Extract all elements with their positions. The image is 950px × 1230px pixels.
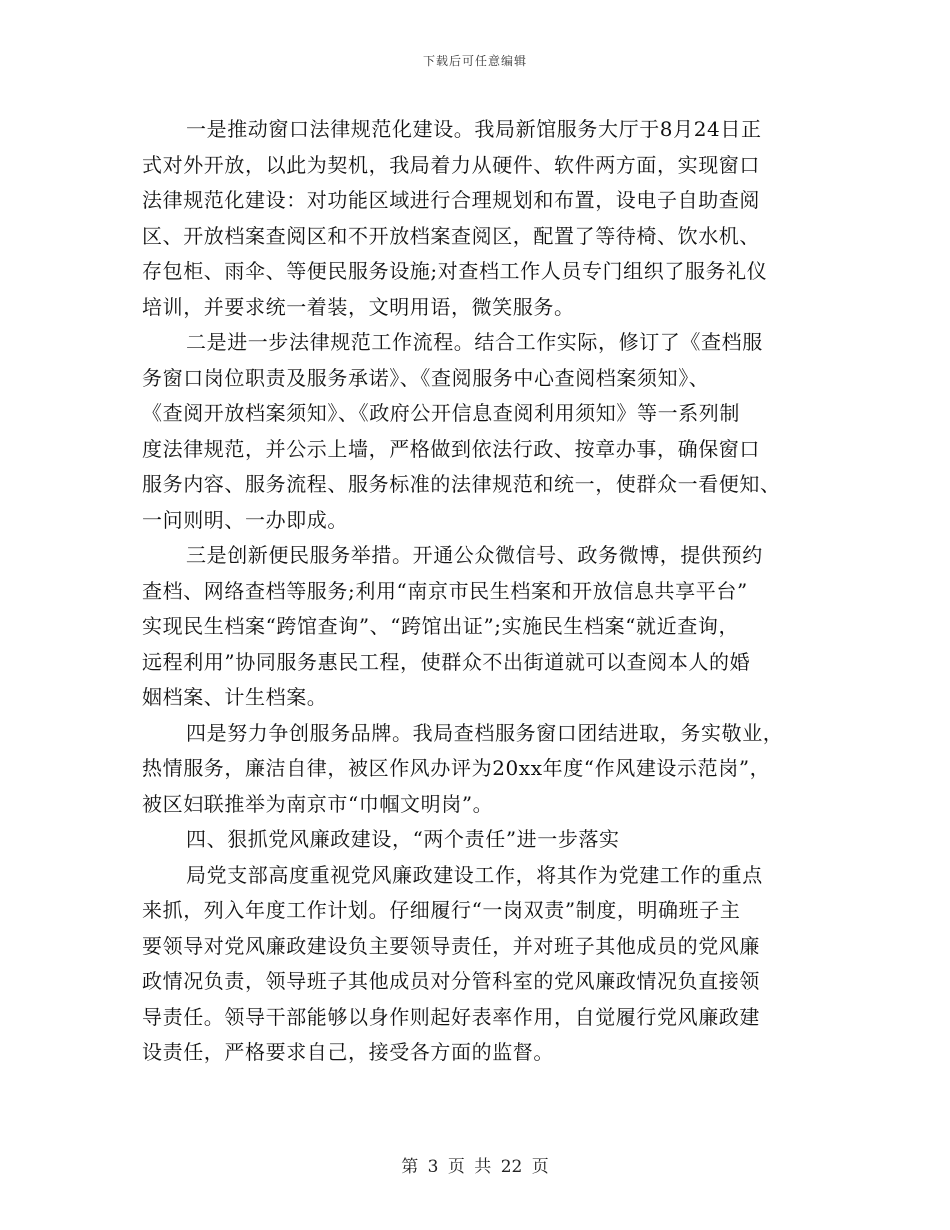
page-header: 下载后可任意编辑 bbox=[422, 54, 527, 68]
paragraph-first-line: 四是努力争创服务品牌。我局查档服务窗口团结进取，务实敬业， bbox=[186, 720, 784, 745]
text-line: 存包柜、雨伞、等便民服务设施;对查档工作人员专门组织了服务礼仪 bbox=[142, 259, 768, 283]
text-line: 导责任。领导干部能够以身作则起好表率作用，自觉履行党风廉政建 bbox=[142, 1004, 760, 1029]
text-line: 远程利用”协同服务惠民工程，使群众不出街道就可以查阅本人的婚 bbox=[142, 649, 751, 674]
text-line: 被区妇联推举为南京市“巾帼文明岗”。 bbox=[142, 791, 494, 816]
text-line: 务窗口岗位职责及服务承诺》、《查阅服务中心查阅档案须知》、 bbox=[142, 365, 710, 390]
paragraph-first-line: 二是进一步法律规范工作流程。结合工作实际，修订了《查档服 bbox=[186, 330, 763, 354]
text-line: 姻档案、计生档案。 bbox=[142, 685, 328, 709]
text-line: 设责任，严格要求自己，接受各方面的监督。 bbox=[142, 1040, 554, 1064]
text-line: 热情服务，廉洁自律，被区作风办评为20xx年度“作风建设示范岗”， bbox=[142, 756, 771, 780]
text-line: 区、开放档案查阅区和不开放档案查阅区，配置了等待椅、饮水机、 bbox=[142, 223, 760, 248]
text-line: 式对外开放，以此为契机，我局着力从硬件、软件两方面，实现窗口 bbox=[142, 152, 760, 177]
text-line: 实现民生档案“跨馆查询”、“跨馆出证”;实施民生档案“就近查询， bbox=[142, 614, 740, 638]
text-line: 政情况负责，领导班子其他成员对分管科室的党风廉政情况负直接领 bbox=[142, 969, 760, 993]
text-line: 法律规范化建设：对功能区域进行合理规划和布置，设电子自助查阅 bbox=[142, 188, 760, 212]
text-line: 一问则明、一办即成。 bbox=[142, 507, 348, 532]
text-line: 来抓，列入年度工作计划。仔细履行“一岗双责”制度，明确班子主 bbox=[142, 898, 741, 922]
paragraph-first-line: 三是创新便民服务举措。开通公众微信号、政务微博，提供预约 bbox=[186, 543, 763, 567]
text-line: 服务内容、服务流程、服务标准的法律规范和统一，使群众一看便知、 bbox=[142, 472, 781, 496]
paragraph-first-line: 局党支部高度重视党风廉政建设工作，将其作为党建工作的重点 bbox=[186, 862, 763, 887]
page-number-footer: 第 3 页 共 22 页 bbox=[401, 1157, 549, 1177]
paragraph-first-line: 四、狠抓党风廉政建设，“两个责任”进一步落实 bbox=[186, 827, 620, 851]
text-line: 度法律规范，并公示上墙，严格做到依法行政、按章办事，确保窗口 bbox=[142, 436, 760, 461]
text-line: 查档、网络查档等服务;利用“南京市民生档案和开放信息共享平台” bbox=[142, 578, 748, 603]
document-body bbox=[142, 112, 814, 1071]
text-line: 《查阅开放档案须知》、《政府公开信息查阅利用须知》等一系列制 bbox=[142, 401, 740, 425]
text-line: 培训，并要求统一着装，文明用语，微笑服务。 bbox=[142, 294, 575, 319]
text-line: 要领导对党风廉政建设负主要领导责任，并对班子其他成员的党风廉 bbox=[142, 933, 760, 958]
paragraph-first-line: 一是推动窗口法律规范化建设。我局新馆服务大厅于8月24日正 bbox=[186, 117, 762, 141]
